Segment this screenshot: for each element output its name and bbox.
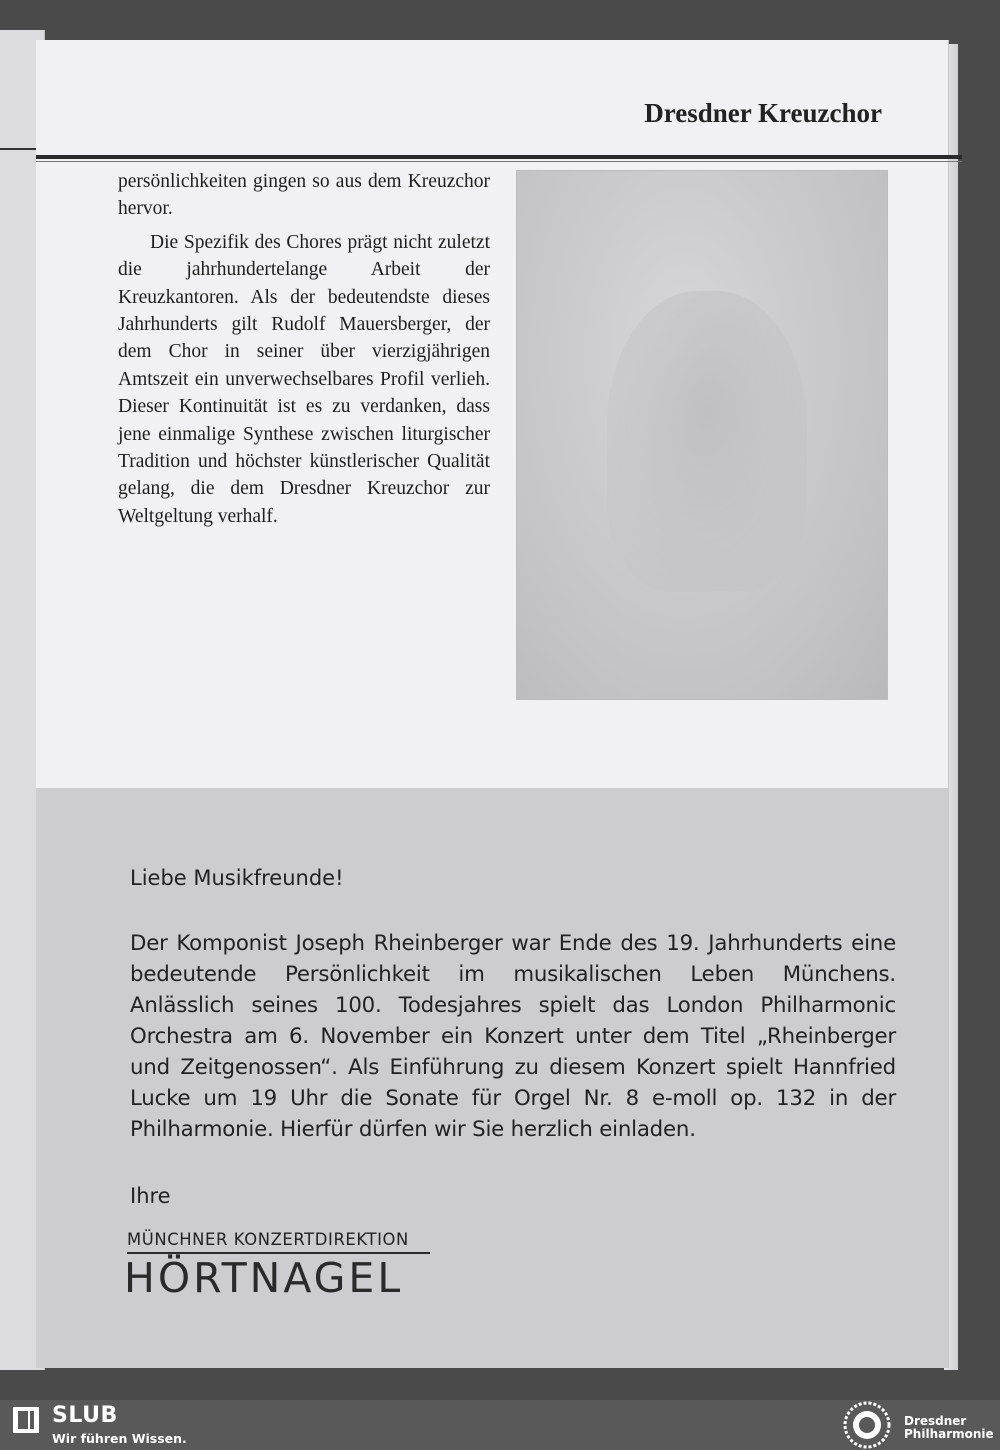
philharmonie-name-line2: Philharmonie xyxy=(904,1427,994,1441)
philharmonie-name-line1: Dresdner xyxy=(904,1414,967,1428)
article-paragraph: Die Spezifik des Chores prägt nicht zuletzt die jahrhundertelange Arbeit der Kreuzkantoren. Als der bedeutendste dieses Jahrhunderts gilt Rudolf Mauersberger, der dem Chor in seiner über vierzigjährigen Amtszeit ein unverwechselbares Profil verlieh. Dieser Kontinuität ist es zu verdanken, dass jene einmalige Synthese zwischen liturgischer Tradition und höchster künstlerischer Qualität gelang, die dem Dresdner Kreuzchor zur Weltgeltung verhalf. xyxy=(118,231,490,527)
slub-logo-icon[interactable] xyxy=(12,1406,40,1434)
photo-silhouette xyxy=(607,291,807,591)
philharmonie-name[interactable] xyxy=(904,1415,994,1441)
ad-closing: Ihre xyxy=(130,1184,171,1208)
header-rule-thin xyxy=(36,161,962,162)
article-paragraph: persönlichkeiten gingen so aus dem Kreuzchor hervor. xyxy=(118,171,490,220)
document-page xyxy=(36,40,948,1368)
logo-hoertnagel: HÖRTNAGEL xyxy=(124,1254,404,1302)
ad-greeting: Liebe Musikfreunde! xyxy=(130,866,344,890)
slub-name[interactable]: SLUB xyxy=(52,1403,118,1428)
article-column xyxy=(118,168,490,530)
logo-konzertdirektion: MÜNCHNER KONZERTDIREKTION xyxy=(127,1230,430,1254)
running-header-title: Dresdner Kreuzchor xyxy=(644,98,882,128)
portrait-photo xyxy=(516,170,888,700)
slub-tagline: Wir führen Wissen. xyxy=(52,1431,187,1446)
philharmonie-logo-icon[interactable] xyxy=(842,1400,892,1450)
footer-bar xyxy=(0,1400,1000,1450)
header-rule xyxy=(36,155,962,159)
ad-body-text: Der Komponist Joseph Rheinberger war Ende des 19. Jahrhunderts eine bedeutende Persönlichkeit im musikalischen Leben Münchens. Anlässlich seines 100. Todesjahres spielt das London Philharmonic Orchestra am 6. November ein Konzert unter dem Titel „Rheinberger und Zeitgenossen“. Als Einführung zu diesem Konzert spielt Hannfried Lucke um 19 Uhr die Sonate für Orgel Nr. 8 e-moll op. 132 in der Philharmonie. Hierfür dürfen wir Sie herzlich einladen. xyxy=(130,931,896,1142)
